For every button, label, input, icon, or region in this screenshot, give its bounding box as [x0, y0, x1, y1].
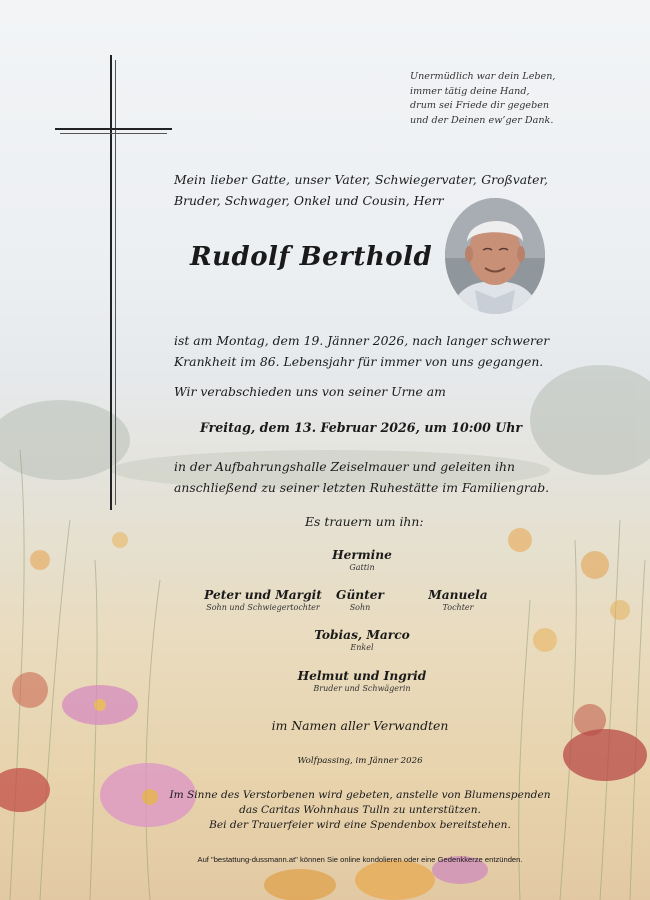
location-line: in der Aufbahrungshalle Zeiselmauer und geleiten ihn: [174, 459, 515, 474]
donation-line: Bei der Trauerfeier wird eine Spendenbox bereitstehen.: [209, 819, 511, 831]
donation-note: [0, 788, 650, 833]
death-announcement: [174, 330, 549, 372]
mourner-name: Manuela: [428, 588, 488, 602]
location-line: anschließend zu seiner letzten Ruhestätte im Familiengrab.: [174, 480, 550, 495]
portrait-photo: [445, 198, 545, 314]
poem-line: Unermüdlich war dein Leben,: [410, 71, 556, 82]
cross-horizontal-bar-inner: [60, 133, 167, 134]
mourner-name: Günter: [336, 588, 384, 602]
location-text: [174, 456, 549, 498]
donation-line: Im Sinne des Verstorbenen wird gebeten, anstelle von Blumenspenden: [169, 789, 551, 801]
mourners-heading: Es trauern um ihn:: [305, 514, 424, 529]
memorial-poem: [410, 70, 555, 128]
mourner-entry: [418, 588, 498, 612]
footer-note: Auf "bestattung-dussmann.at" können Sie online kondolieren oder eine Gedenkkerze entzünden.: [197, 855, 523, 864]
mourner-role: Sohn: [349, 603, 371, 612]
mourner-role: Gattin: [349, 563, 375, 572]
announcement-line: ist am Montag, dem 19. Jänner 2026, nach langer schwerer: [174, 333, 550, 348]
mourner-role: Sohn und Schwiegertochter: [206, 603, 320, 612]
place-date: Wolfpassing, im Jänner 2026: [297, 756, 423, 766]
mourner-name: Tobias, Marco: [314, 628, 410, 642]
mourner-role: Enkel: [350, 643, 374, 652]
deceased-name: Rudolf Berthold: [190, 242, 433, 272]
mourner-entry: [300, 628, 424, 652]
cross-vertical-bar: [110, 55, 112, 510]
mourner-entry: [292, 669, 432, 693]
cross-vertical-bar-inner: [115, 60, 116, 505]
mourner-name: Hermine: [332, 548, 392, 562]
relatives-line: im Namen aller Verwandten: [271, 718, 449, 733]
ceremony-date: Freitag, dem 13. Februar 2026, um 10:00 Uhr: [199, 420, 523, 435]
cross-horizontal-bar: [55, 128, 172, 130]
intro-text: Mein lieber Gatte, unser Vater, Schwiegervater, Großvater, Bruder, Schwager, Onkel und Cousin, Herr: [174, 172, 548, 208]
mourner-role: Tochter: [442, 603, 474, 612]
announcement-line: Krankheit im 86. Lebensjahr für immer von uns gegangen.: [174, 354, 544, 369]
mourner-role: Bruder und Schwägerin: [313, 684, 411, 693]
farewell-line: Wir verabschieden uns von seiner Urne am: [174, 384, 446, 399]
poem-line: und der Deinen ew’ger Dank.: [410, 114, 554, 126]
poem-line: immer tätig deine Hand,: [410, 85, 530, 97]
mourner-name: Peter und Margit: [204, 588, 322, 602]
mourner-entry: [320, 588, 400, 612]
mourner-entry: [312, 548, 412, 572]
mourner-entry: [195, 588, 331, 612]
poem-line: drum sei Friede dir gegeben: [410, 100, 550, 111]
donation-line: das Caritas Wohnhaus Tulln zu unterstützen.: [239, 804, 481, 816]
mourner-name: Helmut und Ingrid: [297, 669, 427, 683]
